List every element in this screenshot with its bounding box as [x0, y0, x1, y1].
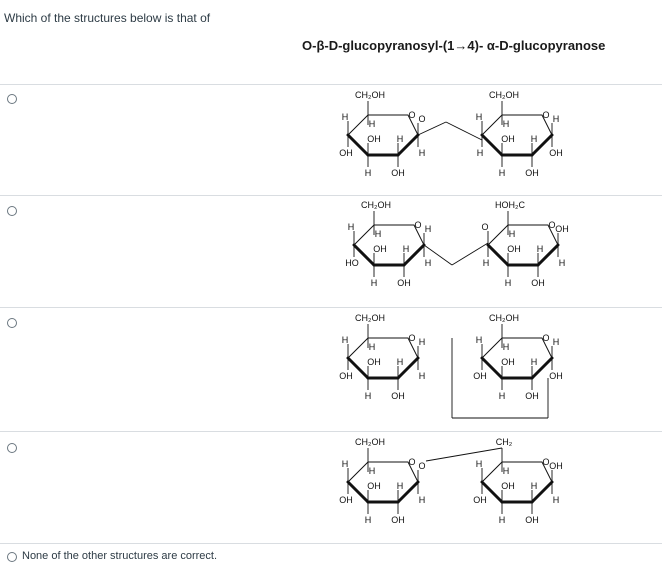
pyranose-ring [348, 462, 418, 502]
h-label: H [502, 119, 510, 129]
c2-h-label: H [536, 244, 544, 254]
c4-up-label: H [475, 112, 483, 122]
c4-down-label: OH [473, 371, 487, 381]
c4-up-label: H [475, 335, 483, 345]
c3-oh-label: OH [367, 481, 381, 491]
c1-up-label: H [552, 114, 560, 124]
c6-label: CH₂OH [355, 313, 385, 323]
glycosidic-bond [446, 122, 482, 140]
pyranose-ring [348, 338, 418, 378]
c3-h-label: H [364, 168, 372, 178]
c3-oh-label: OH [501, 357, 515, 367]
c1-down-label: H [418, 371, 426, 381]
c4-up-label: H [341, 335, 349, 345]
h-label: H [368, 119, 376, 129]
c6-label: CH₂OH [361, 200, 391, 210]
c2-oh-label: OH [531, 278, 545, 288]
c3-h-label: H [504, 278, 512, 288]
c6-label: CH₂ [495, 437, 513, 447]
c2-oh-label: OH [525, 391, 539, 401]
ring-oxygen-label: O [408, 457, 416, 467]
c1-up-label: H [418, 337, 426, 347]
c2-oh-label: OH [391, 168, 405, 178]
option-e-label[interactable]: None of the other structures are correct. [22, 550, 218, 562]
ring-oxygen-label: O [408, 333, 416, 343]
pyranose-ring [354, 225, 424, 265]
c4-down-label: OH [339, 371, 353, 381]
c2-oh-label: OH [397, 278, 411, 288]
c3-h-label: H [370, 278, 378, 288]
h-label: H [374, 229, 382, 239]
c2-h-label: H [530, 134, 538, 144]
c1-down-label: H [418, 148, 426, 158]
c1-down-label: OH [549, 371, 563, 381]
c2-h-label: H [402, 244, 410, 254]
c1-down-label: H [418, 495, 426, 505]
c1-up-label: OH [555, 224, 569, 234]
question-prompt: Which of the structures below is that of [4, 11, 211, 25]
c6-label: CH₂OH [355, 90, 385, 100]
c2-oh-label: OH [391, 515, 405, 525]
c3-oh-label: OH [373, 244, 387, 254]
c1-down-label: H [424, 258, 432, 268]
c6-label: CH₂OH [489, 313, 519, 323]
c3-oh-label: OH [501, 481, 515, 491]
ring-oxygen-label: O [542, 110, 550, 120]
c6-label: CH₂OH [355, 437, 385, 447]
ring-front-bond [488, 245, 508, 265]
pyranose-ring [348, 115, 418, 155]
c3-h-label: H [498, 391, 506, 401]
c4-down-label: OH [339, 495, 353, 505]
c3-oh-label: OH [501, 134, 515, 144]
c6-label: HOH₂C [495, 200, 525, 210]
pyranose-ring [482, 338, 552, 378]
c2-h-label: H [396, 481, 404, 491]
c4-down-label: H [476, 148, 484, 158]
c6-label: CH₂OH [489, 90, 519, 100]
c4-down-label: OH [339, 148, 353, 158]
c2-h-label: H [396, 357, 404, 367]
c4-down-label: HO [345, 258, 359, 268]
h-label: H [368, 466, 376, 476]
c2-h-label: H [396, 134, 404, 144]
c4-down-label: OH [473, 495, 487, 505]
c3-h-label: H [364, 515, 372, 525]
h-label: H [508, 229, 516, 239]
h-label: H [368, 342, 376, 352]
glycosidic-bond [426, 448, 502, 461]
c1-down-label: H [552, 495, 560, 505]
c2-oh-label: OH [525, 515, 539, 525]
c1-up-label: OH [549, 461, 563, 471]
ring-oxygen-label: O [542, 333, 550, 343]
c3-h-label: H [498, 515, 506, 525]
h-label: H [502, 342, 510, 352]
c4-up-label: H [341, 459, 349, 469]
c1-up-label: H [424, 224, 432, 234]
c2-oh-label: OH [391, 391, 405, 401]
h-label: H [502, 466, 510, 476]
c1-down-label: H [558, 258, 566, 268]
pyranose-ring [482, 462, 552, 502]
c1-up-label: O [418, 461, 426, 471]
c3-h-label: H [498, 168, 506, 178]
ring-oxygen-label: O [408, 110, 416, 120]
pyranose-ring [482, 115, 552, 155]
c1-up-label: O [418, 114, 426, 124]
c3-oh-label: OH [507, 244, 521, 254]
pyranose-ring [488, 225, 558, 265]
c4-up-label: H [347, 222, 355, 232]
c2-h-label: H [530, 357, 538, 367]
ring-oxygen-label: O [548, 220, 556, 230]
ring-oxygen-label: O [414, 220, 422, 230]
c2-h-label: H [530, 481, 538, 491]
ring-front-bond [482, 135, 502, 155]
c3-oh-label: OH [367, 357, 381, 367]
c3-oh-label: OH [367, 134, 381, 144]
compound-name: O-β-D-glucopyranosyl-(1→4)- α-D-glucopyranose [302, 38, 606, 53]
c2-oh-label: OH [525, 168, 539, 178]
c1-up-label: H [552, 337, 560, 347]
c4-up-label: H [475, 459, 483, 469]
c4-up-label: H [341, 112, 349, 122]
ring-oxygen-label: O [542, 457, 550, 467]
c1-down-label: OH [549, 148, 563, 158]
c4-up-label: O [481, 222, 489, 232]
c3-h-label: H [364, 391, 372, 401]
c4-down-label: H [482, 258, 490, 268]
